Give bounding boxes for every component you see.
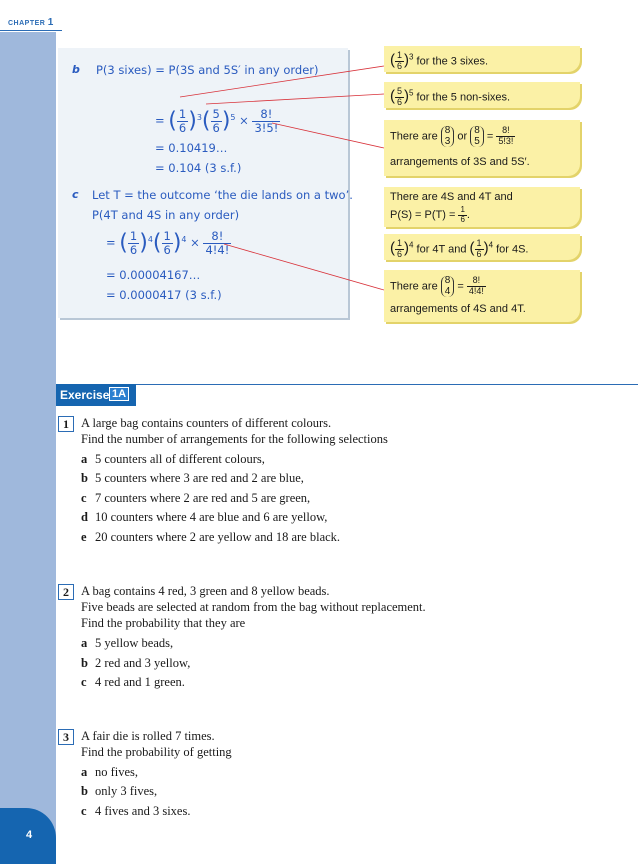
note6-there-are: There are	[390, 280, 438, 293]
part-b-label: b	[72, 63, 80, 76]
part-letter: c	[81, 804, 87, 818]
part-b-line4: = 0.104 (3 s.f.)	[155, 161, 242, 175]
note6-den: 4!4!	[468, 286, 484, 296]
note3-or: or	[457, 130, 468, 143]
part-c-label: c	[72, 188, 79, 201]
question-3-number: 3	[58, 729, 74, 745]
part-text: 10 counters where 4 are blue and 6 are yellow,	[95, 510, 328, 524]
part-b-exp2: 5	[230, 112, 236, 122]
part-c-expression: = ( $\frac{1}{6}$ )$^4$( $\frac{1}{6}$ )$^4$ × $\frac{8!}{4!4!}$	[106, 229, 230, 257]
part-text: 5 counters where 3 are red and 2 are blue,	[95, 471, 304, 485]
part-b-frac-den: 3!5!	[254, 120, 279, 135]
part-letter: b	[81, 656, 88, 670]
part-letter: e	[81, 530, 87, 544]
note5-exp1: 4	[409, 240, 414, 250]
connector-line-3	[272, 123, 384, 148]
exercise-rule	[56, 384, 638, 385]
part-text: 5 yellow beads,	[95, 636, 174, 650]
part-letter: c	[81, 491, 87, 505]
connector-line-2	[206, 94, 384, 104]
note-arrangements-3s5s: There are 8 3 or 8 5 = $\frac{8!}{5!3!}$ arrangements of 3S and 5S′.	[384, 120, 580, 176]
part-text: only 3 fives,	[95, 784, 158, 798]
note-sixes: ( $\frac{1}{6}$ )$^3$ for the 3 sixes.	[384, 46, 580, 72]
part-text: 4 fives and 3 sixes.	[95, 804, 191, 818]
note-sixes-text: for the 3 sixes.	[416, 55, 489, 68]
question-2-part-b	[81, 656, 190, 671]
question-2-line-1: A bag contains 4 red, 3 green and 8 yellow beads.	[81, 584, 330, 598]
note4-line1: There are 4S and 4T and	[390, 191, 513, 203]
question-3-part-c	[81, 804, 190, 819]
question-3-part-a	[81, 765, 138, 780]
part-b-expression: = ( $\frac{1}{6}$ )$^3$( $\frac{5}{6}$ )$^5$ × $\frac{8!}{3!5!}$	[155, 107, 279, 135]
part-b-line3: = 0.10419…	[155, 141, 228, 155]
chapter-number: 1	[47, 17, 54, 28]
part-text: 2 red and 3 yellow,	[95, 656, 191, 670]
part-c-frac-den: 4!4!	[205, 242, 230, 257]
note3-num: 8!	[496, 126, 515, 137]
question-1-line-1: A large bag contains counters of different colours.	[81, 416, 332, 430]
part-c-frac-num: 8!	[203, 230, 231, 244]
part-letter: c	[81, 675, 87, 689]
part-b-exp1: 3	[196, 112, 202, 122]
question-1-part-b	[81, 471, 304, 486]
note-4s-4t: There are 4S and 4T and P(S) = P(T) = $\frac{1}{6}$ .	[384, 187, 580, 227]
note-powers-4: ( $\frac{1}{6}$ )$^4$ for 4T and ( $\frac{1}{6}$ )$^4$ for 4S.	[384, 234, 580, 260]
note3-there-are: There are	[390, 130, 438, 143]
question-2-line-2: Five beads are selected at random from the bag without replacement.	[81, 600, 426, 614]
question-1-part-e	[81, 530, 340, 545]
part-c-line5: = 0.0000417 (3 s.f.)	[106, 288, 222, 302]
part-text: 7 counters where 2 are red and 5 are green,	[95, 491, 311, 505]
part-letter: a	[81, 765, 88, 779]
question-2-part-a	[81, 636, 173, 651]
part-letter: b	[81, 784, 88, 798]
note6-line2: arrangements of 4S and 4T.	[390, 303, 526, 315]
note-non-sixes-exp: 5	[409, 88, 414, 98]
question-2-number: 2	[58, 584, 74, 600]
question-1-part-d	[81, 510, 327, 525]
exercise-title: Exercise	[60, 388, 110, 402]
note-non-sixes: ( $\frac{5}{6}$ )$^5$ for the 5 non-sixes.	[384, 82, 580, 108]
note-sixes-exp: 3	[409, 52, 414, 62]
note-arrangements-4s4t: There are 8 4 = $\frac{8!}{4!4!}$ arrangements of 4S and 4T.	[384, 270, 580, 322]
part-c-line1: Let T = the outcome ‘the die lands on a two’.	[92, 188, 353, 202]
note6-num: 8!	[467, 276, 486, 287]
question-2-line-3: Find the probability that they are	[81, 616, 246, 630]
part-letter: b	[81, 471, 88, 485]
question-1-part-c	[81, 491, 310, 506]
note5-end: for 4S.	[496, 243, 529, 256]
question-1-number: 1	[58, 416, 74, 432]
part-c-line2: P(4T and 4S in any order)	[92, 208, 240, 222]
note-non-sixes-text: for the 5 non-sixes.	[416, 91, 511, 104]
part-text: no fives,	[95, 765, 139, 779]
part-letter: a	[81, 452, 88, 466]
part-letter: d	[81, 510, 88, 524]
exercise-badge: 1A	[109, 387, 129, 401]
part-c-exp1: 4	[147, 234, 153, 244]
note5-mid: for 4T and	[416, 243, 467, 256]
part-c-line4: = 0.00004167…	[106, 268, 201, 282]
part-text: 5 counters all of different colours,	[95, 452, 265, 466]
question-2-part-c	[81, 675, 185, 690]
note3-den: 5!3!	[498, 136, 514, 146]
note4-line2: P(S) = P(T) =	[390, 209, 456, 222]
page-number: 4	[26, 829, 33, 841]
note5-exp2: 4	[488, 240, 494, 250]
part-c-exp2: 4	[181, 234, 187, 244]
part-letter: a	[81, 636, 88, 650]
question-3-line-2: Find the probability of getting	[81, 745, 232, 759]
question-1-line-2: Find the number of arrangements for the following selections	[81, 432, 388, 446]
chapter-label: CHAPTER	[8, 20, 46, 27]
connector-line-4	[224, 244, 384, 290]
exercise-heading	[56, 384, 136, 406]
part-b-frac-num: 8!	[252, 108, 280, 122]
question-3-part-b	[81, 784, 157, 799]
part-b-line1: P(3 sixes) = P(3S and 5S′ in any order)	[96, 63, 319, 77]
part-text: 4 red and 1 green.	[95, 675, 185, 689]
question-1-part-a	[81, 452, 265, 467]
note3-line2: arrangements of 3S and 5S′.	[390, 156, 530, 168]
connector-line-1	[180, 66, 384, 97]
part-text: 20 counters where 2 are yellow and 18 are black.	[95, 530, 341, 544]
question-3-line-1: A fair die is rolled 7 times.	[81, 729, 215, 743]
